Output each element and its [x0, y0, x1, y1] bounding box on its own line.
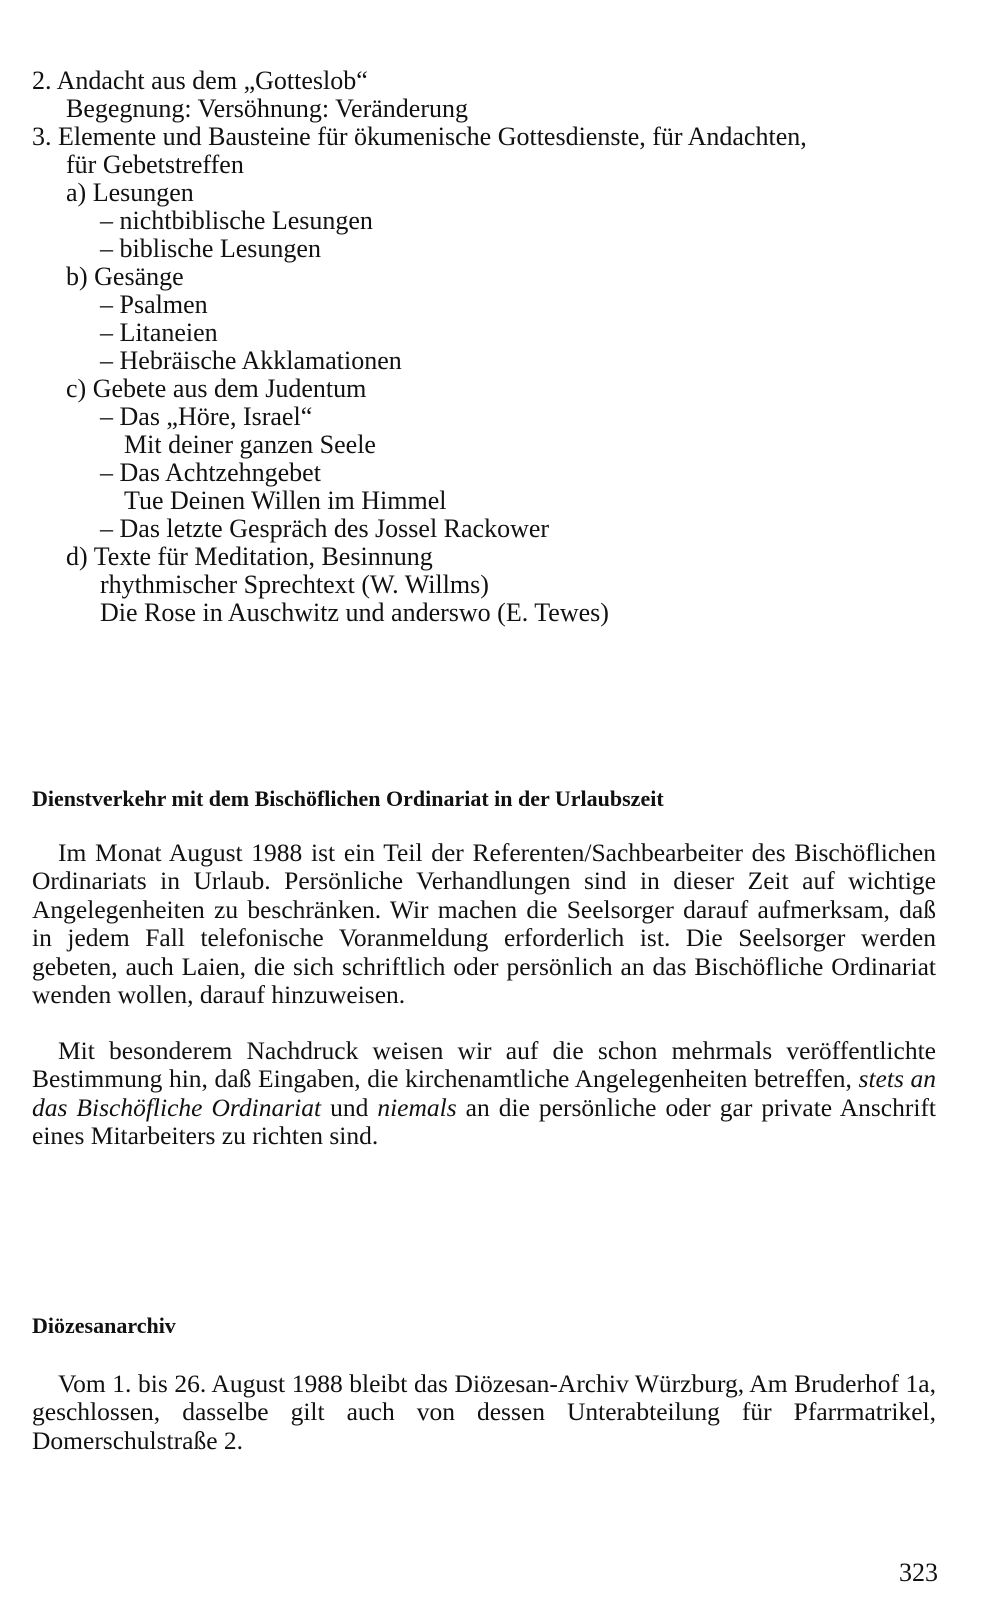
paragraph-text: Mit besonderem Nachdruck weisen wir auf die schon mehrmals veröffentlichte Bestimmung hin, daß Eingaben, die kirchenamtliche Angelegenheiten betreffen, — [32, 1036, 936, 1094]
list-line: – Litaneien — [100, 318, 218, 347]
list-line: – Hebräische Akklamationen — [100, 346, 402, 375]
list-line: Die Rose in Auschwitz und anderswo (E. Tewes) — [100, 598, 609, 627]
section-heading: Dienstverkehr mit dem Bischöflichen Ordinariat in der Urlaubszeit — [32, 786, 664, 811]
list-line: d) Texte für Meditation, Besinnung — [66, 542, 433, 571]
emphasis-text: niemals — [377, 1092, 457, 1122]
list-line: – Psalmen — [100, 290, 208, 319]
paragraph: Vom 1. bis 26. August 1988 bleibt das Diözesan-Archiv Würzburg, Am Bruderhof 1a, geschlossen, dasselbe gilt auch von dessen Unterabteilung für Pfarrmatrikel, Domerschulstraße 2. — [32, 1369, 936, 1455]
list-line: b) Gesänge — [66, 262, 184, 291]
list-line: Mit deiner ganzen Seele — [124, 430, 376, 459]
list-line: 2. Andacht aus dem „Gotteslob“ — [32, 66, 368, 95]
list-line: a) Lesungen — [66, 178, 194, 207]
paragraph-text: an die persönliche oder gar private Anschrift eines Mitarbeiters zu richten sind. — [32, 1092, 937, 1151]
list-line: c) Gebete aus dem Judentum — [66, 374, 367, 403]
list-line: – Das „Höre, Israel“ — [100, 402, 313, 431]
list-line: – Das Achtzehngebet — [100, 458, 321, 487]
list-line: 3. Elemente und Bausteine für ökumenische Gottesdienste, für Andachten, — [32, 122, 807, 151]
list-line: – biblische Lesungen — [100, 234, 321, 263]
section-heading: Diözesanarchiv — [32, 1313, 176, 1338]
list-line: Tue Deinen Willen im Himmel — [124, 486, 447, 515]
list-line: rhythmischer Sprechtext (W. Willms) — [100, 570, 489, 599]
paragraph: Im Monat August 1988 ist ein Teil der Referenten/Sachbearbeiter des Bischöflichen Ordinariats in Urlaub. Persönliche Verhandlungen sind in dieser Zeit auf wichtige Angelegenheiten zu beschränken. Wir machen die Seelsorger darauf aufmerksam, daß in jedem Fall telefonische Voranmeldung erforderlich ist. Die Seelsorger werden gebeten, auch Laien, die sich schriftlich oder persönlich an das Bischöfliche Ordinariat wenden wollen, darauf hinzuweisen. — [32, 838, 936, 1010]
page-number: 323 — [899, 1558, 938, 1587]
paragraph — [32, 1037, 936, 1151]
list-line: – Das letzte Gespräch des Jossel Rackower — [100, 514, 550, 543]
list-line: – nichtbiblische Lesungen — [100, 206, 373, 235]
list-line: für Gebetstreffen — [66, 150, 244, 179]
list-line: Begegnung: Versöhnung: Veränderung — [66, 94, 468, 123]
emphasis-text: stets an das Bischöfliche Ordinariat — [32, 1064, 937, 1122]
paragraph-text: und — [330, 1092, 369, 1122]
